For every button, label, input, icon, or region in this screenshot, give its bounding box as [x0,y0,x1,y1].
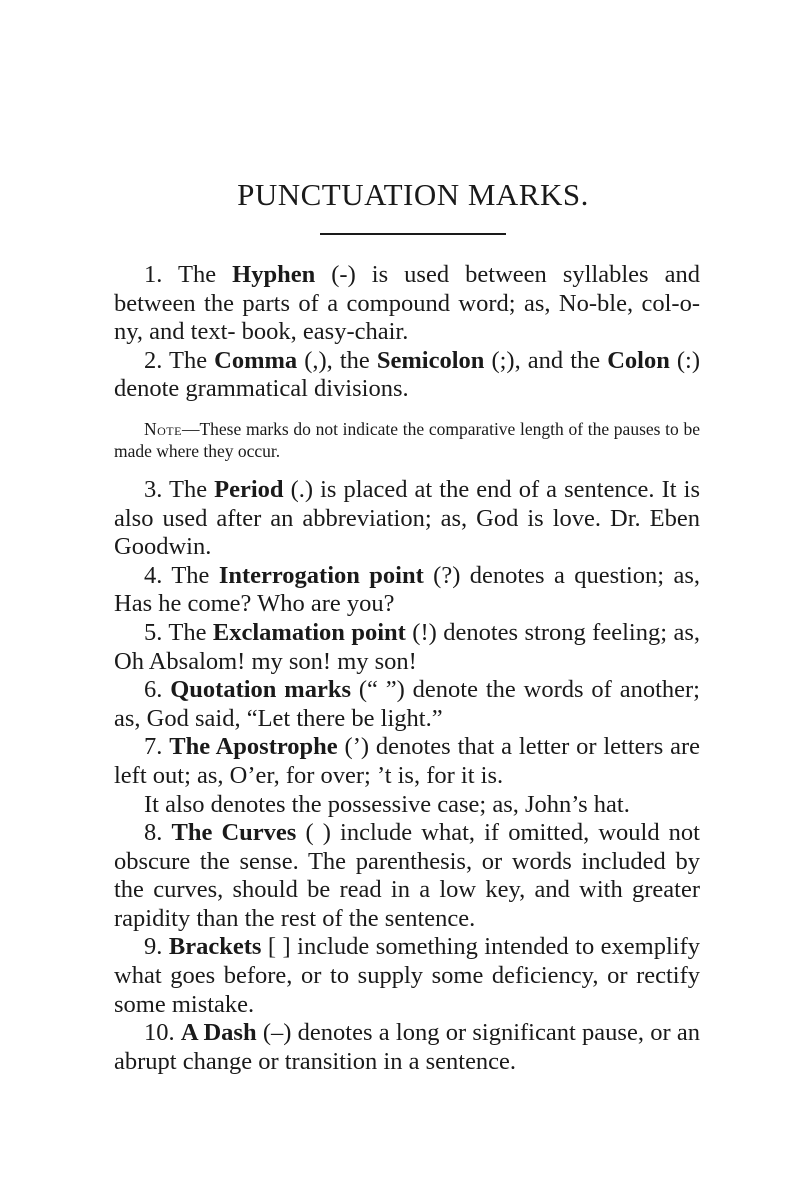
para-8-text: ( ) include what, if omitted, would not obscure the sense. The parenthesis, or words included by the curves, should be read in a low key, and with greater rapidity than the rest of the sentence. [114,819,700,932]
para-6-prefix: 6. [144,676,171,704]
page [114,175,700,1076]
para-3-text: (.) is placed at the end of a sentence. It is also used after an abbreviation; as, God is love. Dr. Eben Goodwin. [114,475,700,561]
term-exclamation-point: Exclamation point [212,618,406,646]
term-apostrophe: The Apostrophe [169,733,338,761]
term-colon: Colon [607,346,670,374]
paragraph-apostrophe [114,733,700,790]
paragraph-brackets [114,933,700,1019]
paragraph-possessive [114,791,700,820]
term-interrogation-point: Interrogation point [218,561,424,589]
term-brackets: Brackets [168,933,262,961]
term-quotation-marks: Quotation marks [170,676,351,704]
page-title: PUNCTUATION MARKS. [237,177,589,212]
para-5-prefix: 5. The [144,618,213,646]
para-4-prefix: 4. The [144,561,219,589]
title-rule [320,233,506,235]
term-period: Period [214,475,284,503]
paragraph-hyphen [114,261,700,347]
term-semicolon: Semicolon [376,346,485,374]
para-7-text: (’) denotes that a letter or letters are left out; as, O’er, for over; ’t is, for it is. [114,733,701,789]
para-2-prefix: 2. The [144,346,215,374]
note-label: Note [144,418,182,439]
para-7-prefix: 7. [144,733,170,761]
paragraph-quotation [114,676,700,733]
para-2-text: (:) denote grammatical divisions. [114,346,701,403]
paragraph-comma [114,347,700,404]
para-9-text: [ ] include something intended to exemplify what goes before, or to supply some deficiency, or rectify some mistake. [114,933,700,1018]
term-comma: Comma [214,346,298,374]
para-1-text: (-) is used between syllables and between the parts of a compound word; as, No-ble, col-o-ny, and text- book, easy-chair. [114,261,700,346]
para-3-prefix: 3. The [144,475,215,503]
para-6-text: (“ ”) denote the words of another; as, God said, “Let there be light.” [114,676,700,732]
paragraph-dash [114,1019,700,1076]
term-dash: A Dash [180,1019,257,1047]
para-4-text: (?) denotes a question; as, Has he come? Who are you? [114,561,700,618]
note-text: —These marks do not indicate the comparative length of the pauses to be made where they occur. [114,418,700,461]
paragraph-curves [114,819,700,933]
term-curves: The Curves [171,819,297,847]
para-5-text: (!) denotes strong feeling; as, Oh Absalom! my son! my son! [114,618,700,675]
body-text [114,261,700,1076]
para-2-mid-2: (;), and the [484,346,608,374]
para-1-prefix: 1. The [144,261,233,288]
para-10-text: (–) denotes a long or significant pause, or an abrupt change or transition in a sentence. [114,1019,701,1075]
para-7b-text: It also denotes the possessive case; as, John’s hat. [144,790,630,818]
para-8-prefix: 8. [144,819,172,847]
para-9-prefix: 9. [144,933,169,961]
paragraph-interrogation [114,562,700,619]
note [114,418,700,462]
paragraph-exclamation [114,619,700,676]
paragraph-period [114,476,700,562]
term-hyphen: Hyphen [232,261,316,288]
para-10-prefix: 10. [144,1019,181,1047]
para-2-mid-1: (,), the [297,346,377,374]
